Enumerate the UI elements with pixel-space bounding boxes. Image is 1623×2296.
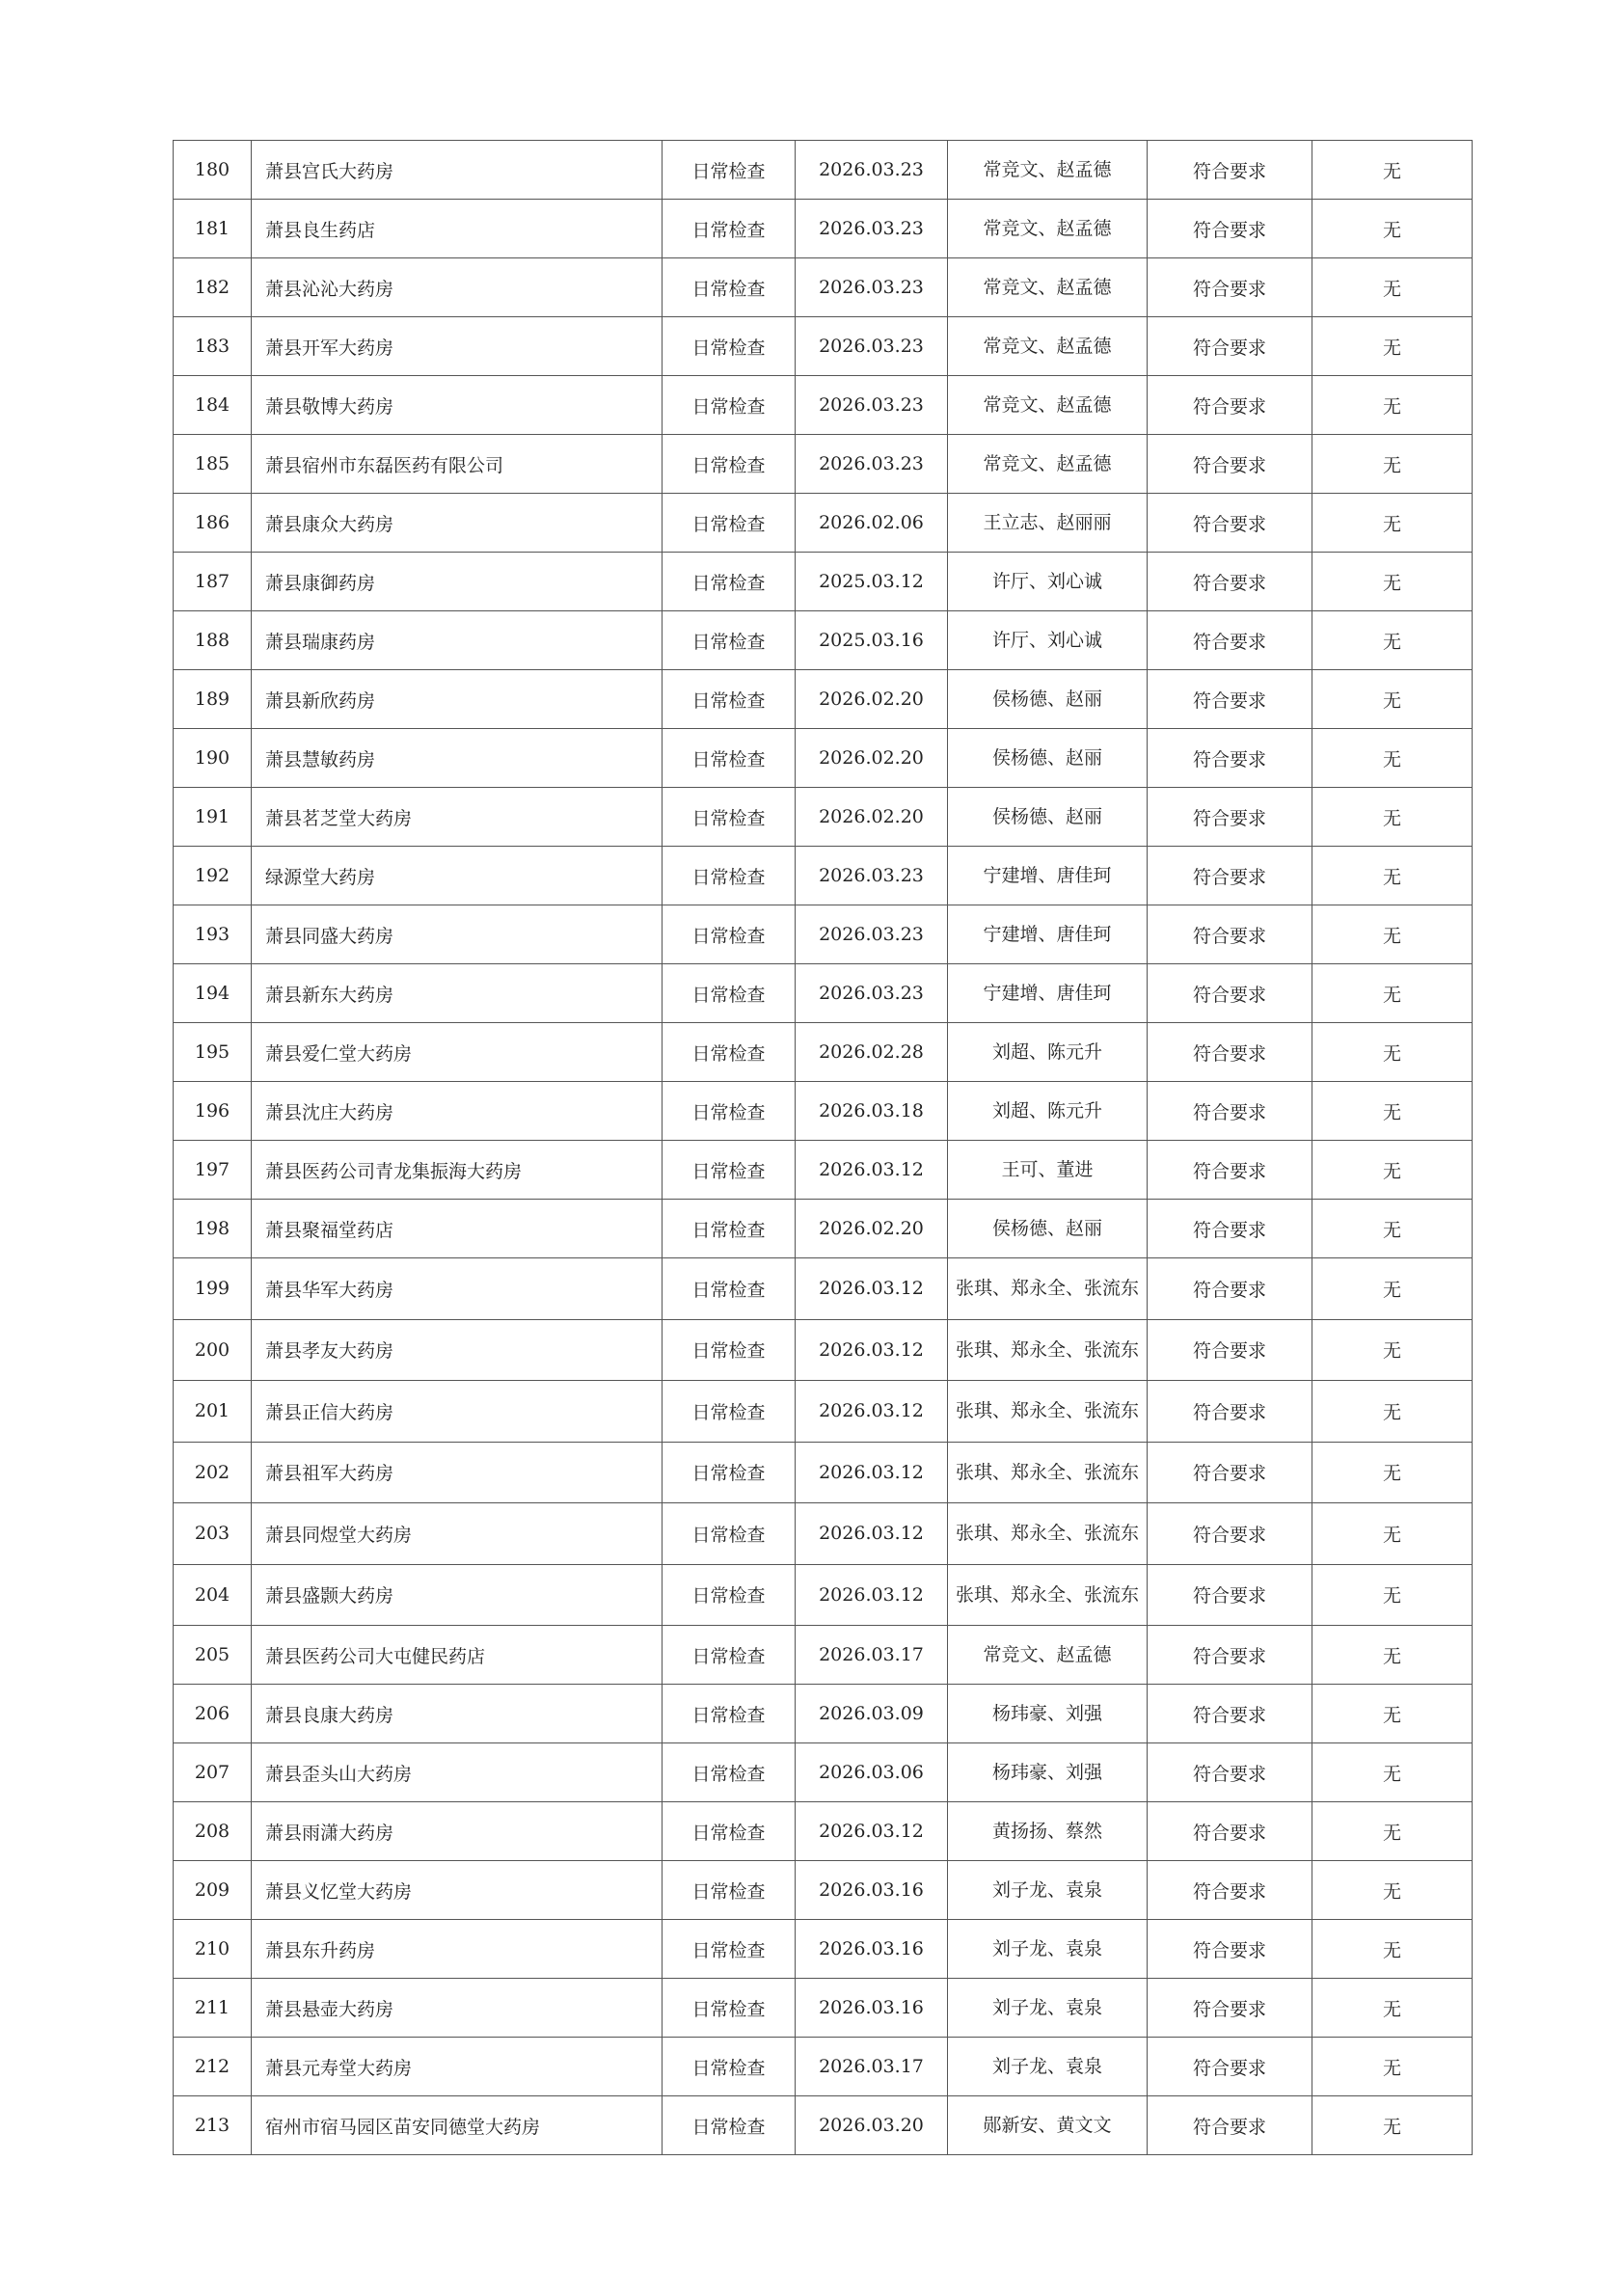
inspection-result-cell: 符合要求 [1148,1258,1312,1320]
inspection-type-cell: 日常检查 [663,1685,796,1743]
remark-cell: 无 [1312,258,1473,317]
remark-cell: 无 [1312,1082,1473,1141]
inspection-result-cell: 符合要求 [1148,1442,1312,1503]
row-number-cell: 193 [174,905,252,964]
inspection-type-cell: 日常检查 [663,611,796,670]
inspection-date-cell: 2026.03.12 [796,1564,948,1626]
remark-cell: 无 [1312,1685,1473,1743]
table-row [174,553,1473,611]
inspection-date-cell: 2026.03.09 [796,1685,948,1743]
inspection-type-cell: 日常检查 [663,2038,796,2096]
pharmacy-name-cell: 宿州市宿马园区苗安同德堂大药房 [252,2096,663,2155]
inspectors-cell: 侯杨德、赵丽 [948,670,1148,729]
table-row [174,1023,1473,1082]
inspection-type-cell: 日常检查 [663,1442,796,1503]
inspectors-cell: 常竞文、赵孟德 [948,141,1148,200]
inspection-type-cell: 日常检查 [663,1381,796,1443]
pharmacy-name-cell: 萧县华军大药房 [252,1258,663,1320]
inspectors-cell: 常竞文、赵孟德 [948,317,1148,376]
table-row [174,200,1473,258]
inspectors-cell: 张琪、郑永全、张流东 [948,1381,1148,1443]
row-number-cell: 196 [174,1082,252,1141]
table-row [174,847,1473,905]
table-row [174,317,1473,376]
pharmacy-name-cell: 萧县慧敏药房 [252,729,663,788]
inspection-type-cell: 日常检查 [663,435,796,494]
remark-cell: 无 [1312,1442,1473,1503]
remark-cell: 无 [1312,847,1473,905]
inspection-date-cell: 2026.03.20 [796,2096,948,2155]
inspectors-cell: 侯杨德、赵丽 [948,788,1148,847]
inspection-type-cell: 日常检查 [663,317,796,376]
inspectors-cell: 刘子龙、袁泉 [948,1979,1148,2038]
remark-cell: 无 [1312,729,1473,788]
inspection-type-cell: 日常检查 [663,258,796,317]
table-row [174,1743,1473,1802]
inspection-date-cell: 2026.03.23 [796,200,948,258]
table-body [174,141,1473,2155]
remark-cell: 无 [1312,494,1473,553]
pharmacy-name-cell: 萧县盛颢大药房 [252,1564,663,1626]
inspection-type-cell: 日常检查 [663,1258,796,1320]
table-row [174,1319,1473,1381]
inspection-date-cell: 2026.03.12 [796,1802,948,1861]
row-number-cell: 189 [174,670,252,729]
inspectors-cell: 侯杨德、赵丽 [948,1200,1148,1258]
table-row [174,1503,1473,1565]
remark-cell: 无 [1312,670,1473,729]
inspectors-cell: 张琪、郑永全、张流东 [948,1564,1148,1626]
inspection-result-cell: 符合要求 [1148,2038,1312,2096]
remark-cell: 无 [1312,1979,1473,2038]
inspection-result-cell: 符合要求 [1148,788,1312,847]
inspectors-cell: 杨玮豪、刘强 [948,1685,1148,1743]
table-row [174,670,1473,729]
inspectors-cell: 张琪、郑永全、张流东 [948,1503,1148,1565]
inspection-result-cell: 符合要求 [1148,1319,1312,1381]
inspection-records-table [173,140,1473,2155]
row-number-cell: 206 [174,1685,252,1743]
table-row [174,611,1473,670]
table-row [174,1082,1473,1141]
inspection-result-cell: 符合要求 [1148,847,1312,905]
inspectors-cell: 张琪、郑永全、张流东 [948,1258,1148,1320]
remark-cell: 无 [1312,2038,1473,2096]
inspection-result-cell: 符合要求 [1148,729,1312,788]
pharmacy-name-cell: 萧县聚福堂药店 [252,1200,663,1258]
table-row [174,258,1473,317]
inspection-result-cell: 符合要求 [1148,494,1312,553]
inspection-date-cell: 2026.03.17 [796,1626,948,1685]
remark-cell: 无 [1312,141,1473,200]
row-number-cell: 209 [174,1861,252,1920]
inspection-result-cell: 符合要求 [1148,141,1312,200]
table-row [174,1979,1473,2038]
inspection-result-cell: 符合要求 [1148,200,1312,258]
inspection-date-cell: 2026.03.12 [796,1442,948,1503]
inspection-result-cell: 符合要求 [1148,1023,1312,1082]
row-number-cell: 183 [174,317,252,376]
table-row [174,905,1473,964]
inspection-type-cell: 日常检查 [663,1564,796,1626]
pharmacy-name-cell: 萧县祖军大药房 [252,1442,663,1503]
inspection-date-cell: 2026.03.18 [796,1082,948,1141]
inspection-result-cell: 符合要求 [1148,1564,1312,1626]
table-row [174,1564,1473,1626]
inspection-type-cell: 日常检查 [663,670,796,729]
pharmacy-name-cell: 萧县良康大药房 [252,1685,663,1743]
inspectors-cell: 宁建增、唐佳珂 [948,964,1148,1023]
inspection-type-cell: 日常检查 [663,1802,796,1861]
table-row [174,141,1473,200]
remark-cell: 无 [1312,553,1473,611]
inspectors-cell: 常竞文、赵孟德 [948,376,1148,435]
inspection-date-cell: 2026.03.12 [796,1503,948,1565]
table-row [174,2038,1473,2096]
pharmacy-name-cell: 萧县沁沁大药房 [252,258,663,317]
inspection-type-cell: 日常检查 [663,141,796,200]
row-number-cell: 210 [174,1920,252,1979]
inspection-date-cell: 2026.03.12 [796,1319,948,1381]
inspection-type-cell: 日常检查 [663,1023,796,1082]
inspection-type-cell: 日常检查 [663,1743,796,1802]
pharmacy-name-cell: 萧县瑞康药房 [252,611,663,670]
remark-cell: 无 [1312,1802,1473,1861]
inspectors-cell: 常竞文、赵孟德 [948,258,1148,317]
inspection-result-cell: 符合要求 [1148,1861,1312,1920]
pharmacy-name-cell: 萧县同煜堂大药房 [252,1503,663,1565]
pharmacy-name-cell: 萧县同盛大药房 [252,905,663,964]
pharmacy-name-cell: 萧县康御药房 [252,553,663,611]
row-number-cell: 204 [174,1564,252,1626]
table-row [174,1920,1473,1979]
inspection-result-cell: 符合要求 [1148,1920,1312,1979]
inspection-result-cell: 符合要求 [1148,1200,1312,1258]
inspection-result-cell: 符合要求 [1148,1503,1312,1565]
row-number-cell: 208 [174,1802,252,1861]
pharmacy-name-cell: 萧县医药公司大屯健民药店 [252,1626,663,1685]
inspection-date-cell: 2026.02.20 [796,670,948,729]
row-number-cell: 207 [174,1743,252,1802]
inspectors-cell: 刘子龙、袁泉 [948,1920,1148,1979]
row-number-cell: 180 [174,141,252,200]
inspection-date-cell: 2026.03.23 [796,847,948,905]
inspectors-cell: 许厅、刘心诚 [948,553,1148,611]
inspection-type-cell: 日常检查 [663,1082,796,1141]
inspection-type-cell: 日常检查 [663,1503,796,1565]
inspection-date-cell: 2026.03.16 [796,1861,948,1920]
inspection-date-cell: 2026.03.12 [796,1381,948,1443]
inspectors-cell: 常竞文、赵孟德 [948,200,1148,258]
inspection-type-cell: 日常检查 [663,1200,796,1258]
remark-cell: 无 [1312,1141,1473,1200]
remark-cell: 无 [1312,1861,1473,1920]
row-number-cell: 213 [174,2096,252,2155]
row-number-cell: 186 [174,494,252,553]
remark-cell: 无 [1312,376,1473,435]
inspection-result-cell: 符合要求 [1148,670,1312,729]
inspection-type-cell: 日常检查 [663,1861,796,1920]
inspectors-cell: 刘超、陈元升 [948,1082,1148,1141]
inspection-type-cell: 日常检查 [663,1141,796,1200]
inspection-date-cell: 2026.03.23 [796,905,948,964]
remark-cell: 无 [1312,788,1473,847]
pharmacy-name-cell: 绿源堂大药房 [252,847,663,905]
pharmacy-name-cell: 萧县孝友大药房 [252,1319,663,1381]
table-row [174,494,1473,553]
remark-cell: 无 [1312,1743,1473,1802]
inspection-date-cell: 2026.03.17 [796,2038,948,2096]
inspection-result-cell: 符合要求 [1148,1685,1312,1743]
inspection-date-cell: 2026.03.16 [796,1920,948,1979]
row-number-cell: 202 [174,1442,252,1503]
remark-cell: 无 [1312,435,1473,494]
table-row [174,1258,1473,1320]
inspection-type-cell: 日常检查 [663,553,796,611]
table-row [174,2096,1473,2155]
row-number-cell: 182 [174,258,252,317]
pharmacy-name-cell: 萧县爱仁堂大药房 [252,1023,663,1082]
inspection-type-cell: 日常检查 [663,964,796,1023]
pharmacy-name-cell: 萧县东升药房 [252,1920,663,1979]
remark-cell: 无 [1312,1920,1473,1979]
inspection-date-cell: 2026.02.28 [796,1023,948,1082]
inspection-result-cell: 符合要求 [1148,553,1312,611]
inspectors-cell: 许厅、刘心诚 [948,611,1148,670]
row-number-cell: 211 [174,1979,252,2038]
row-number-cell: 190 [174,729,252,788]
table-row [174,1381,1473,1443]
inspection-date-cell: 2026.03.23 [796,258,948,317]
inspection-type-cell: 日常检查 [663,1319,796,1381]
inspection-type-cell: 日常检查 [663,788,796,847]
table-row [174,729,1473,788]
inspection-date-cell: 2026.03.23 [796,317,948,376]
row-number-cell: 192 [174,847,252,905]
inspection-result-cell: 符合要求 [1148,435,1312,494]
inspection-result-cell: 符合要求 [1148,1802,1312,1861]
table-row [174,1141,1473,1200]
inspection-date-cell: 2026.03.16 [796,1979,948,2038]
inspection-result-cell: 符合要求 [1148,258,1312,317]
remark-cell: 无 [1312,317,1473,376]
pharmacy-name-cell: 萧县沈庄大药房 [252,1082,663,1141]
inspection-date-cell: 2026.02.20 [796,788,948,847]
inspection-result-cell: 符合要求 [1148,611,1312,670]
inspection-type-cell: 日常检查 [663,376,796,435]
inspection-date-cell: 2026.02.20 [796,729,948,788]
inspectors-cell: 刘子龙、袁泉 [948,2038,1148,2096]
inspection-result-cell: 符合要求 [1148,1626,1312,1685]
inspectors-cell: 刘子龙、袁泉 [948,1861,1148,1920]
inspection-result-cell: 符合要求 [1148,1381,1312,1443]
remark-cell: 无 [1312,1319,1473,1381]
inspection-date-cell: 2026.03.23 [796,376,948,435]
remark-cell: 无 [1312,1023,1473,1082]
remark-cell: 无 [1312,964,1473,1023]
pharmacy-name-cell: 萧县茗芝堂大药房 [252,788,663,847]
remark-cell: 无 [1312,2096,1473,2155]
row-number-cell: 191 [174,788,252,847]
inspection-date-cell: 2026.03.12 [796,1141,948,1200]
row-number-cell: 188 [174,611,252,670]
pharmacy-name-cell: 萧县新欣药房 [252,670,663,729]
pharmacy-name-cell: 萧县医药公司青龙集振海大药房 [252,1141,663,1200]
remark-cell: 无 [1312,1503,1473,1565]
row-number-cell: 184 [174,376,252,435]
inspection-date-cell: 2026.02.20 [796,1200,948,1258]
inspection-date-cell: 2026.03.12 [796,1258,948,1320]
row-number-cell: 198 [174,1200,252,1258]
inspectors-cell: 常竞文、赵孟德 [948,435,1148,494]
table-row [174,1861,1473,1920]
pharmacy-name-cell: 萧县康众大药房 [252,494,663,553]
inspectors-cell: 宁建增、唐佳珂 [948,847,1148,905]
table-row [174,964,1473,1023]
remark-cell: 无 [1312,611,1473,670]
inspection-type-cell: 日常检查 [663,905,796,964]
pharmacy-name-cell: 萧县开军大药房 [252,317,663,376]
table-row [174,376,1473,435]
inspectors-cell: 刘超、陈元升 [948,1023,1148,1082]
inspection-type-cell: 日常检查 [663,847,796,905]
row-number-cell: 185 [174,435,252,494]
inspection-result-cell: 符合要求 [1148,1743,1312,1802]
inspection-type-cell: 日常检查 [663,2096,796,2155]
remark-cell: 无 [1312,1258,1473,1320]
pharmacy-name-cell: 萧县敬博大药房 [252,376,663,435]
remark-cell: 无 [1312,200,1473,258]
row-number-cell: 201 [174,1381,252,1443]
inspection-result-cell: 符合要求 [1148,376,1312,435]
inspectors-cell: 黄扬扬、蔡然 [948,1802,1148,1861]
inspection-result-cell: 符合要求 [1148,1141,1312,1200]
pharmacy-name-cell: 萧县元寿堂大药房 [252,2038,663,2096]
inspectors-cell: 杨玮豪、刘强 [948,1743,1148,1802]
inspectors-cell: 常竞文、赵孟德 [948,1626,1148,1685]
inspectors-cell: 张琪、郑永全、张流东 [948,1442,1148,1503]
inspection-type-cell: 日常检查 [663,200,796,258]
inspection-date-cell: 2026.03.23 [796,141,948,200]
table-row [174,1200,1473,1258]
inspection-date-cell: 2026.02.06 [796,494,948,553]
inspection-type-cell: 日常检查 [663,494,796,553]
inspection-type-cell: 日常检查 [663,729,796,788]
inspection-date-cell: 2026.03.23 [796,964,948,1023]
pharmacy-name-cell: 萧县新东大药房 [252,964,663,1023]
remark-cell: 无 [1312,1381,1473,1443]
pharmacy-name-cell: 萧县正信大药房 [252,1381,663,1443]
inspection-type-cell: 日常检查 [663,1979,796,2038]
inspectors-cell: 王立志、赵丽丽 [948,494,1148,553]
inspectors-cell: 宁建增、唐佳珂 [948,905,1148,964]
pharmacy-name-cell: 萧县良生药店 [252,200,663,258]
inspection-result-cell: 符合要求 [1148,964,1312,1023]
row-number-cell: 200 [174,1319,252,1381]
inspection-result-cell: 符合要求 [1148,1979,1312,2038]
inspection-type-cell: 日常检查 [663,1920,796,1979]
table-row [174,1802,1473,1861]
row-number-cell: 187 [174,553,252,611]
pharmacy-name-cell: 萧县义忆堂大药房 [252,1861,663,1920]
row-number-cell: 199 [174,1258,252,1320]
inspection-date-cell: 2026.03.06 [796,1743,948,1802]
inspection-date-cell: 2026.03.23 [796,435,948,494]
inspection-date-cell: 2025.03.12 [796,553,948,611]
inspection-date-cell: 2025.03.16 [796,611,948,670]
inspectors-cell: 王可、董进 [948,1141,1148,1200]
inspectors-cell: 侯杨德、赵丽 [948,729,1148,788]
pharmacy-name-cell: 萧县宫氏大药房 [252,141,663,200]
row-number-cell: 194 [174,964,252,1023]
pharmacy-name-cell: 萧县雨潇大药房 [252,1802,663,1861]
table-row [174,1442,1473,1503]
pharmacy-name-cell: 萧县歪头山大药房 [252,1743,663,1802]
row-number-cell: 212 [174,2038,252,2096]
row-number-cell: 205 [174,1626,252,1685]
table-row [174,1685,1473,1743]
table-row [174,788,1473,847]
inspection-result-cell: 符合要求 [1148,905,1312,964]
remark-cell: 无 [1312,905,1473,964]
pharmacy-name-cell: 萧县宿州市东磊医药有限公司 [252,435,663,494]
inspection-result-cell: 符合要求 [1148,317,1312,376]
row-number-cell: 197 [174,1141,252,1200]
inspection-type-cell: 日常检查 [663,1626,796,1685]
remark-cell: 无 [1312,1626,1473,1685]
inspectors-cell: 张琪、郑永全、张流东 [948,1319,1148,1381]
inspectors-cell: 郧新安、黄文文 [948,2096,1148,2155]
remark-cell: 无 [1312,1200,1473,1258]
pharmacy-name-cell: 萧县悬壶大药房 [252,1979,663,2038]
inspection-result-cell: 符合要求 [1148,2096,1312,2155]
table-row [174,435,1473,494]
row-number-cell: 203 [174,1503,252,1565]
remark-cell: 无 [1312,1564,1473,1626]
inspection-result-cell: 符合要求 [1148,1082,1312,1141]
row-number-cell: 195 [174,1023,252,1082]
table-row [174,1626,1473,1685]
row-number-cell: 181 [174,200,252,258]
